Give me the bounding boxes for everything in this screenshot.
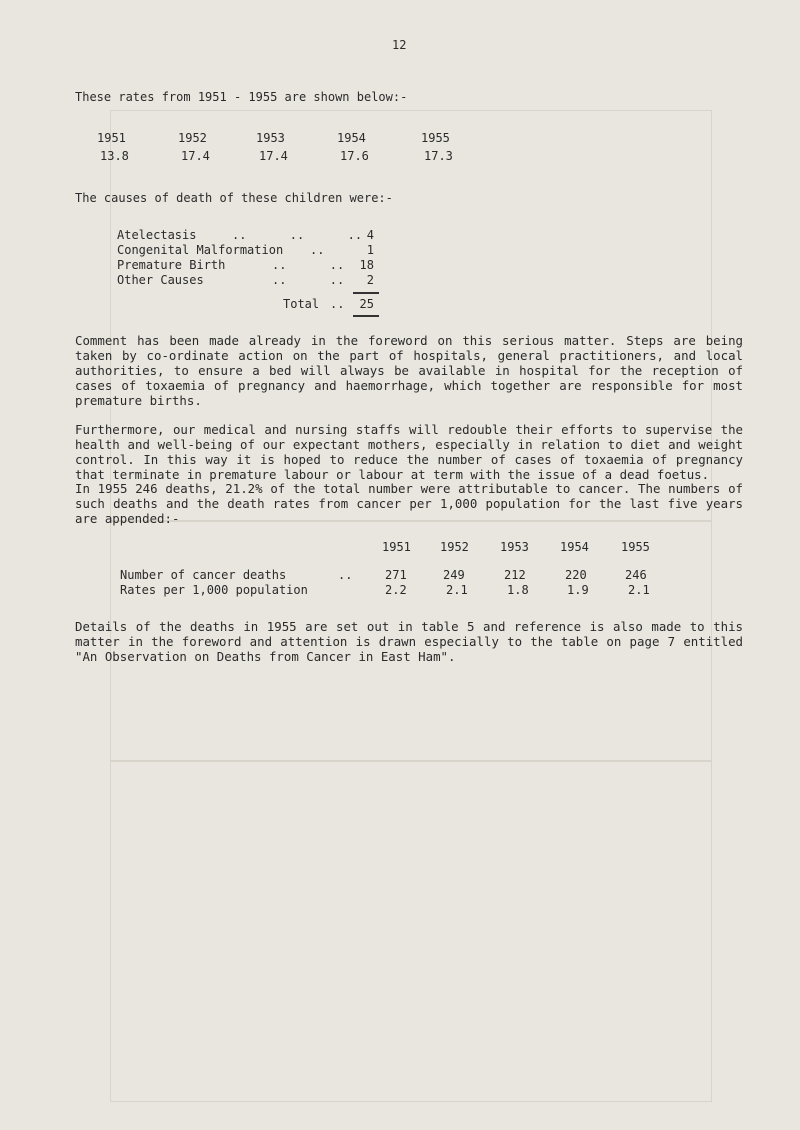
- cancer-row-label: Number of cancer deaths: [120, 568, 287, 582]
- rates-year: 1951: [97, 131, 126, 145]
- cancer-value: 212: [504, 568, 526, 582]
- cancer-value: 2.1: [628, 583, 650, 597]
- cancer-year: 1952: [440, 540, 469, 554]
- rates-year: 1954: [337, 131, 366, 145]
- rates-year: 1953: [256, 131, 285, 145]
- paragraph-furthermore: Furthermore, our medical and nursing staffs will redouble their efforts to supervise the health and well-being of our expectant mothers, especially in relation to diet and weight control. In this way it is hoped to reduce the number of cases of toxaemia of pregnancy that terminate in premature labour or labour at term with the issue of a dead foetus.: [75, 422, 743, 482]
- cancer-value: 2.2: [385, 583, 407, 597]
- cause-value: 2: [366, 273, 374, 287]
- cause-value: 4: [366, 228, 374, 242]
- cancer-year: 1954: [560, 540, 589, 554]
- cancer-year: 1951: [382, 540, 411, 554]
- paragraph-details: Details of the deaths in 1955 are set out in table 5 and reference is also made to this matter in the foreword and attention is drawn especially to the table on page 7 entitled "An Observation on Deaths from Cancer in East Ham".: [75, 619, 743, 664]
- cancer-row-label: Rates per 1,000 population: [120, 583, 308, 597]
- cancer-year: 1953: [500, 540, 529, 554]
- cancer-value: 246: [625, 568, 647, 582]
- cause-leader: .. .. ..: [232, 228, 363, 242]
- cause-label: Other Causes: [117, 273, 204, 287]
- cause-leader: ..: [310, 243, 325, 257]
- show-through-rule: [110, 760, 712, 762]
- rates-value: 17.4: [259, 149, 288, 163]
- cancer-year: 1955: [621, 540, 650, 554]
- causes-intro: The causes of death of these children were:-: [75, 191, 393, 205]
- rates-value: 17.4: [181, 149, 210, 163]
- total-rule-top: [353, 292, 379, 294]
- cancer-value: 249: [443, 568, 465, 582]
- cause-value: 1: [366, 243, 374, 257]
- rates-value: 13.8: [100, 149, 129, 163]
- cancer-value: 271: [385, 568, 407, 582]
- paragraph-steps: Comment has been made already in the foreword on this serious matter. Steps are being taken by co-ordinate action on the part of hospitals, general practitioners, and local authorities, to ensure a bed will always be available in hospital for the reception of cases of toxaemia of pregnancy and haemorrhage, which together are responsible for most premature births.: [75, 333, 743, 408]
- cancer-value: 2.1: [446, 583, 468, 597]
- cause-label: Premature Birth: [117, 258, 226, 272]
- rates-year: 1955: [421, 131, 450, 145]
- cancer-row-leader: ..: [338, 568, 353, 582]
- page-number: 12: [392, 38, 407, 52]
- rates-value: 17.3: [424, 149, 453, 163]
- paragraph-cancer-deaths: In 1955 246 deaths, 21.2% of the total number were attributable to cancer. The numbers of such deaths and the death rates from cancer per 1,000 population for the last five years are appended:-: [75, 481, 743, 526]
- total-rule-bottom: [353, 315, 379, 317]
- cancer-value: 1.9: [567, 583, 589, 597]
- total-label: Total: [283, 297, 320, 311]
- cause-leader: .. ..: [272, 273, 345, 287]
- rates-intro: These rates from 1951 - 1955 are shown below:-: [75, 90, 408, 104]
- cause-value: 18: [359, 258, 374, 272]
- cause-label: Atelectasis: [117, 228, 197, 242]
- cancer-value: 220: [565, 568, 587, 582]
- total-value: 25: [359, 297, 374, 311]
- total-leader: ..: [330, 297, 345, 311]
- cancer-value: 1.8: [507, 583, 529, 597]
- cause-leader: .. ..: [272, 258, 345, 272]
- rates-year: 1952: [178, 131, 207, 145]
- rates-value: 17.6: [340, 149, 369, 163]
- cause-label: Congenital Malformation: [117, 243, 284, 257]
